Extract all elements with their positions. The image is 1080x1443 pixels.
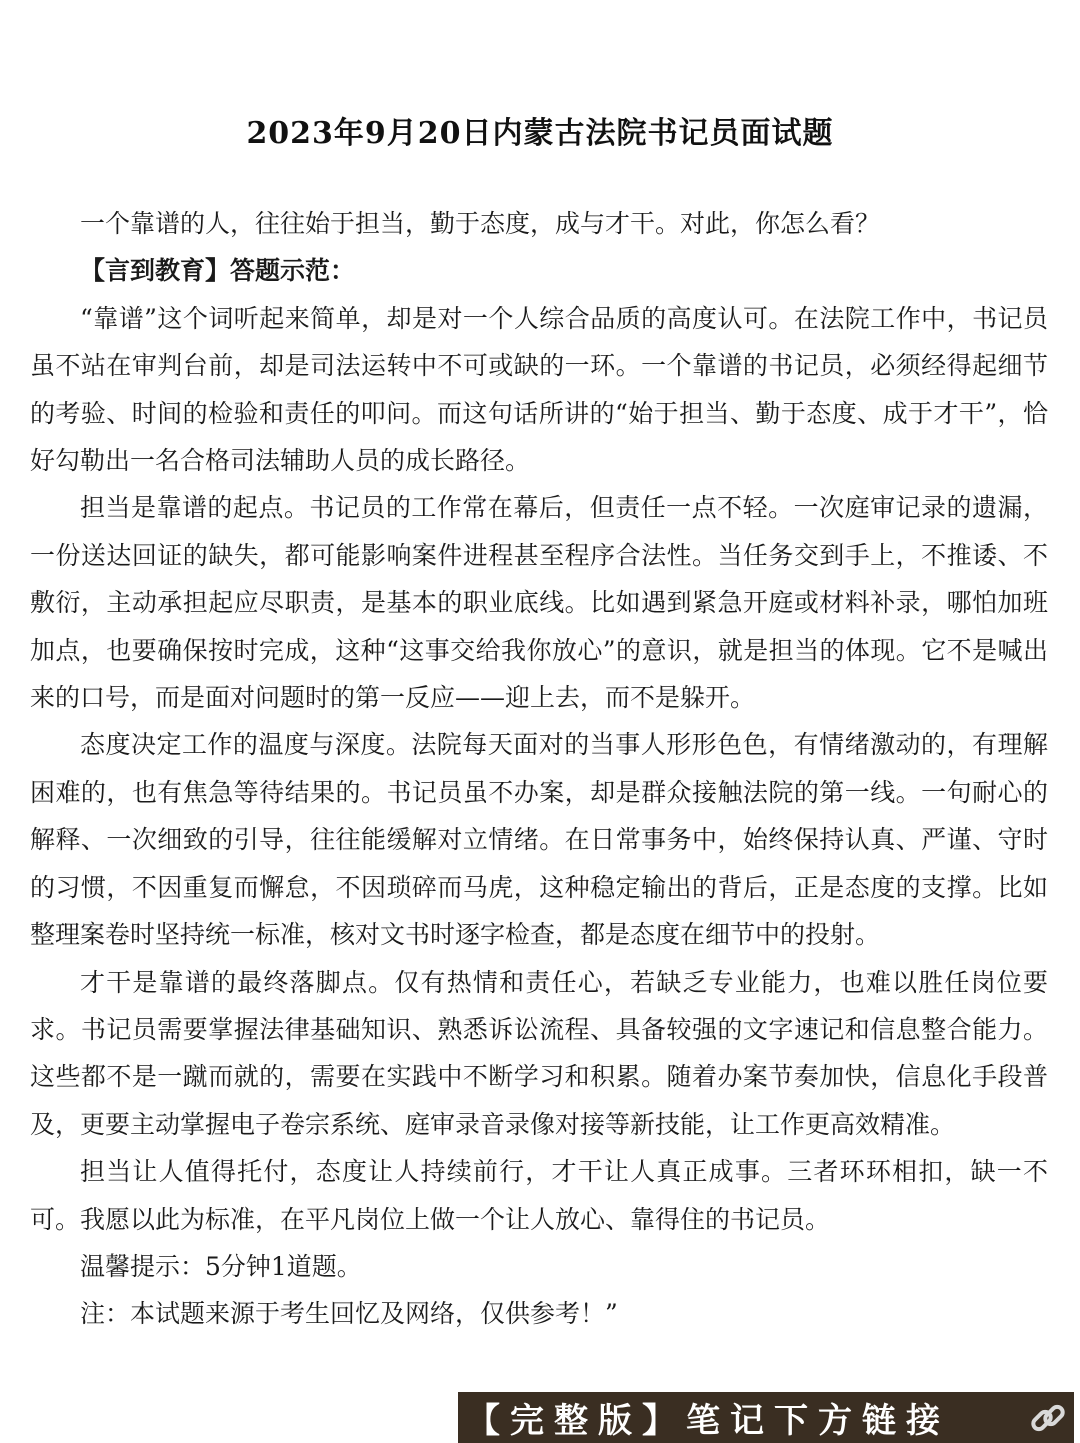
answer-paragraph: 才干是靠谱的最终落脚点。仅有热情和责任心，若缺乏专业能力，也难以胜任岗位要求。书记员需要掌握法律基础知识、熟悉诉讼流程、具备较强的文字速记和信息整合能力。这些都不是一蹴而就的，需要在实践中不断学习和积累。随着办案节奏加快，信息化手段普及，更要主动掌握电子卷宗系统、庭审录音录像对接等新技能，让工作更高效精准。 (30, 967, 1048, 1139)
answer-paragraph: 担当让人值得托付，态度让人持续前行，才干让人真正成事。三者环环相扣，缺一不可。我愿以此为标准，在平凡岗位上做一个让人放心、靠得住的书记员。 (30, 1157, 1048, 1234)
question-text: 一个靠谱的人，往往始于担当，勤于态度，成与才干。对此，你怎么看？ (80, 209, 881, 238)
page-title: 2023年9月20日内蒙古法院书记员面试题 (246, 116, 834, 151)
answer-label: 【言到教育】答题示范： (80, 256, 356, 286)
answer-paragraph: “靠谱”这个词听起来简单，却是对一个人综合品质的高度认可。在法院工作中，书记员虽不站在审判台前，却是司法运转中不可或缺的一环。一个靠谱的书记员，必须经得起细节的考验、时间的检验和责任的叩问。而这句话所讲的“始于担当、勤于态度、成于才干”，恰好勾勒出一名合格司法辅助人员的成长路径。 (30, 303, 1048, 476)
tip-text: 温馨提示：5分钟1道题。 (80, 1251, 362, 1281)
note-text: 注：本试题来源于考生回忆及网络，仅供参考！” (80, 1299, 618, 1329)
link-icon (1028, 1398, 1068, 1438)
answer-paragraph: 态度决定工作的温度与深度。法院每天面对的当事人形形色色，有情绪激动的，有理解困难的，也有焦急等待结果的。书记员虽不办案，却是群众接触法院的第一线。一句耐心的解释、一次细致的引导，往往能缓解对立情绪。在日常事务中，始终保持认真、严谨、守时的习惯，不因重复而懈怠，不因琐碎而马虎，这种稳定输出的背后，正是态度的支撑。比如整理案卷时坚持统一标准，核对文书时逐字检查，都是态度在细节中的投射。 (30, 730, 1048, 950)
answer-paragraph: 担当是靠谱的起点。书记员的工作常在幕后，但责任一点不轻。一次庭审记录的遗漏，一份送达回证的缺失，都可能影响案件进程甚至程序合法性。当任务交到手上，不推诿、不敷衍，主动承担起应尽职责，是基本的职业底线。比如遇到紧急开庭或材料补录，哪怕加班加点，也要确保按时完成，这种“这事交给我你放心”的意识，就是担当的体现。它不是喊出来的口号，而是面对问题时的第一反应——迎上去，而不是躲开。 (30, 493, 1048, 713)
banner-text: 【完整版】笔记下方链接 (466, 1401, 950, 1441)
document-body (30, 200, 1048, 1338)
full-version-banner[interactable] (458, 1392, 1074, 1443)
